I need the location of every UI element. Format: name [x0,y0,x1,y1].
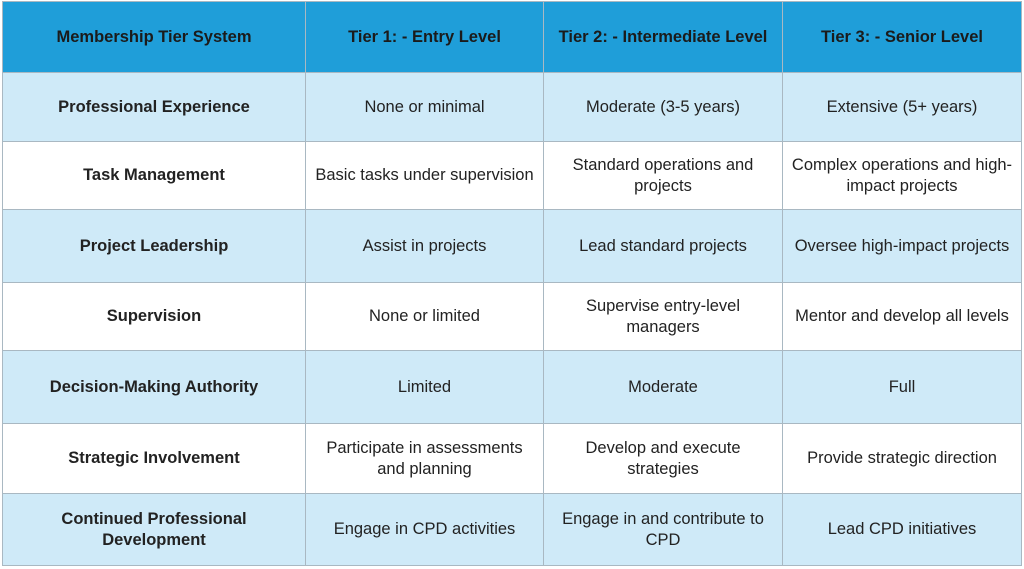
header-cell-system: Membership Tier System [3,2,306,73]
tier3-cell: Lead CPD initiatives [783,494,1022,566]
table-row [3,142,1022,210]
tier1-cell: Limited [306,351,544,424]
row-label: Decision-Making Authority [3,351,306,424]
tier3-cell: Full [783,351,1022,424]
header-cell-tier1: Tier 1: - Entry Level [306,2,544,73]
tier3-cell: Mentor and develop all levels [783,283,1022,351]
tier3-cell: Provide strategic direction [783,424,1022,494]
header-cell-tier3: Tier 3: - Senior Level [783,2,1022,73]
table-row [3,351,1022,424]
header-row [3,2,1022,73]
table-row [3,424,1022,494]
table-body [3,73,1022,566]
tier2-cell: Supervise entry-level managers [544,283,783,351]
table-header [3,2,1022,73]
table-row [3,494,1022,566]
row-label: Supervision [3,283,306,351]
tier2-cell: Engage in and contribute to CPD [544,494,783,566]
row-label: Professional Experience [3,73,306,142]
table-row [3,210,1022,283]
row-label: Continued Professional Development [3,494,306,566]
tier1-cell: None or minimal [306,73,544,142]
membership-tier-table-container [2,1,1021,565]
tier2-cell: Moderate (3-5 years) [544,73,783,142]
row-label: Project Leadership [3,210,306,283]
table-row [3,283,1022,351]
tier3-cell: Oversee high-impact projects [783,210,1022,283]
membership-tier-table [2,1,1022,566]
tier3-cell: Extensive (5+ years) [783,73,1022,142]
table-row [3,73,1022,142]
tier1-cell: Participate in assessments and planning [306,424,544,494]
tier3-cell: Complex operations and high-impact projects [783,142,1022,210]
tier1-cell: None or limited [306,283,544,351]
header-cell-tier2: Tier 2: - Intermediate Level [544,2,783,73]
row-label: Task Management [3,142,306,210]
tier1-cell: Basic tasks under supervision [306,142,544,210]
tier2-cell: Lead standard projects [544,210,783,283]
tier1-cell: Engage in CPD activities [306,494,544,566]
tier2-cell: Moderate [544,351,783,424]
tier2-cell: Develop and execute strategies [544,424,783,494]
row-label: Strategic Involvement [3,424,306,494]
tier2-cell: Standard operations and projects [544,142,783,210]
tier1-cell: Assist in projects [306,210,544,283]
